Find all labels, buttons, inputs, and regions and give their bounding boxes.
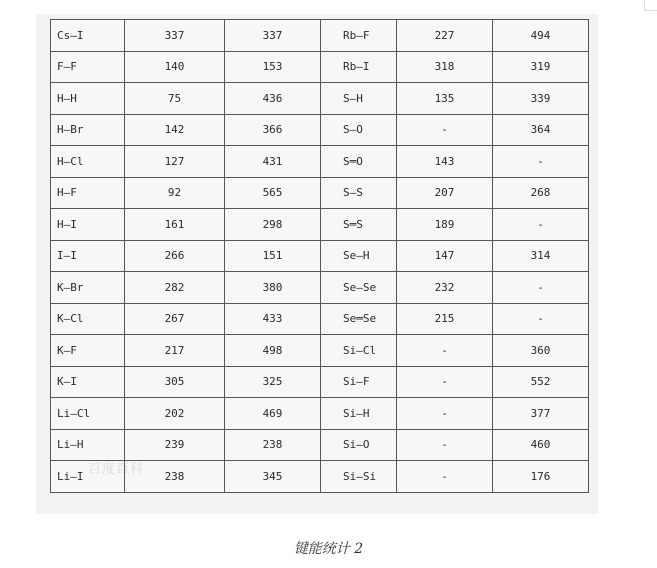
- table-cell-value-left-2: 151: [225, 240, 321, 272]
- table-cell-value-right-2: 319: [493, 51, 589, 83]
- table-cell-bond-left: K—Br: [51, 272, 125, 304]
- table-row: [51, 398, 589, 430]
- table-cell-bond-right: Si—H: [321, 398, 397, 430]
- table-row: [51, 429, 589, 461]
- table-cell-value-left-2: 469: [225, 398, 321, 430]
- table-cell-value-right-1: -: [397, 114, 493, 146]
- table-row: [51, 83, 589, 115]
- table-cell-value-right-1: 207: [397, 177, 493, 209]
- table-cell-value-right-2: -: [493, 209, 589, 241]
- table-cell-bond-right: Se—H: [321, 240, 397, 272]
- table-cell-value-left-2: 436: [225, 83, 321, 115]
- table-cell-bond-right: Se—Se: [321, 272, 397, 304]
- table-cell-bond-left: F—F: [51, 51, 125, 83]
- table-cell-value-left-1: 92: [125, 177, 225, 209]
- table-cell-value-right-1: 143: [397, 146, 493, 178]
- table-cell-bond-left: Cs—I: [51, 20, 125, 52]
- table-cell-value-right-2: 552: [493, 366, 589, 398]
- table-cell-value-right-1: -: [397, 366, 493, 398]
- table-cell-bond-left: H—F: [51, 177, 125, 209]
- table-cell-value-right-1: 215: [397, 303, 493, 335]
- table-cell-value-right-2: 314: [493, 240, 589, 272]
- table-cell-bond-right: Si—Si: [321, 461, 397, 493]
- table-cell-value-left-2: 431: [225, 146, 321, 178]
- table-cell-value-right-2: 460: [493, 429, 589, 461]
- table-cell-bond-right: Si—Cl: [321, 335, 397, 367]
- table-cell-value-left-1: 202: [125, 398, 225, 430]
- table-cell-bond-right: Si—O: [321, 429, 397, 461]
- table-cell-value-right-1: 232: [397, 272, 493, 304]
- table-cell-value-left-2: 153: [225, 51, 321, 83]
- table-cell-value-right-2: -: [493, 146, 589, 178]
- table-cell-value-left-2: 298: [225, 209, 321, 241]
- table-cell-value-left-2: 238: [225, 429, 321, 461]
- table-cell-value-left-2: 380: [225, 272, 321, 304]
- table-cell-value-left-1: 266: [125, 240, 225, 272]
- table-cell-bond-right: S—O: [321, 114, 397, 146]
- table-cell-value-left-2: 345: [225, 461, 321, 493]
- table-cell-value-left-1: 75: [125, 83, 225, 115]
- table-cell-value-right-2: 364: [493, 114, 589, 146]
- table-cell-value-right-1: -: [397, 335, 493, 367]
- table-cell-value-right-1: 147: [397, 240, 493, 272]
- table-cell-value-left-1: 142: [125, 114, 225, 146]
- table-cell-value-left-1: 337: [125, 20, 225, 52]
- table-cell-bond-left: Li—H: [51, 429, 125, 461]
- table-row: [51, 272, 589, 304]
- table-cell-value-right-2: -: [493, 303, 589, 335]
- table-cell-value-right-2: 494: [493, 20, 589, 52]
- table-row: [51, 240, 589, 272]
- table-cell-bond-left: H—Br: [51, 114, 125, 146]
- table-cell-bond-right: Rb—I: [321, 51, 397, 83]
- table-cell-value-left-1: 305: [125, 366, 225, 398]
- table-cell-bond-right: S—H: [321, 83, 397, 115]
- table-row: [51, 366, 589, 398]
- table-cell-bond-right: S—S: [321, 177, 397, 209]
- table-cell-value-left-1: 217: [125, 335, 225, 367]
- table-cell-value-left-1: 238: [125, 461, 225, 493]
- watermark: 百度百科: [88, 462, 145, 477]
- table-cell-value-left-2: 565: [225, 177, 321, 209]
- table-cell-value-right-1: -: [397, 398, 493, 430]
- table-row: [51, 303, 589, 335]
- table-cell-value-left-1: 282: [125, 272, 225, 304]
- table-cell-value-right-1: 318: [397, 51, 493, 83]
- table-row: [51, 335, 589, 367]
- table-cell-value-right-1: 227: [397, 20, 493, 52]
- table-cell-value-left-2: 433: [225, 303, 321, 335]
- table-cell-bond-left: K—F: [51, 335, 125, 367]
- figure-caption: 键能统计 2: [293, 541, 364, 557]
- table-cell-bond-right: S═O: [321, 146, 397, 178]
- table-cell-value-left-2: 325: [225, 366, 321, 398]
- bond-energy-table: [50, 19, 589, 493]
- table-cell-bond-left: Li—Cl: [51, 398, 125, 430]
- table-cell-value-left-1: 161: [125, 209, 225, 241]
- table-cell-bond-left: K—Cl: [51, 303, 125, 335]
- table-cell-bond-left: H—Cl: [51, 146, 125, 178]
- corner-mark: [644, 0, 657, 11]
- table-cell-bond-right: Rb—F: [321, 20, 397, 52]
- table-cell-bond-right: Se═Se: [321, 303, 397, 335]
- table-cell-bond-left: I—I: [51, 240, 125, 272]
- table-cell-bond-right: S═S: [321, 209, 397, 241]
- table-cell-value-left-1: 140: [125, 51, 225, 83]
- table-row: [51, 20, 589, 52]
- table-cell-value-left-1: 239: [125, 429, 225, 461]
- table-cell-value-right-1: 189: [397, 209, 493, 241]
- table-cell-value-left-2: 498: [225, 335, 321, 367]
- table-row: [51, 177, 589, 209]
- table-cell-bond-left: H—I: [51, 209, 125, 241]
- table-cell-value-left-1: 267: [125, 303, 225, 335]
- table-cell-bond-left: K—I: [51, 366, 125, 398]
- table-cell-bond-right: Si—F: [321, 366, 397, 398]
- table-cell-value-right-2: 339: [493, 83, 589, 115]
- table-cell-value-right-2: 176: [493, 461, 589, 493]
- table-row: [51, 114, 589, 146]
- table-cell-value-left-1: 127: [125, 146, 225, 178]
- table-row: [51, 51, 589, 83]
- table-cell-value-right-2: -: [493, 272, 589, 304]
- table-cell-value-right-2: 268: [493, 177, 589, 209]
- table-cell-value-right-2: 360: [493, 335, 589, 367]
- table-cell-value-right-1: 135: [397, 83, 493, 115]
- table-row: [51, 146, 589, 178]
- table-cell-value-left-2: 366: [225, 114, 321, 146]
- table-cell-value-right-2: 377: [493, 398, 589, 430]
- table-cell-value-right-1: -: [397, 429, 493, 461]
- table-row: [51, 209, 589, 241]
- bond-energy-table-body: [51, 20, 589, 493]
- table-cell-value-left-2: 337: [225, 20, 321, 52]
- table-cell-value-right-1: -: [397, 461, 493, 493]
- table-cell-bond-left: H—H: [51, 83, 125, 115]
- table-cell-bond-left: Li—I: [51, 461, 125, 493]
